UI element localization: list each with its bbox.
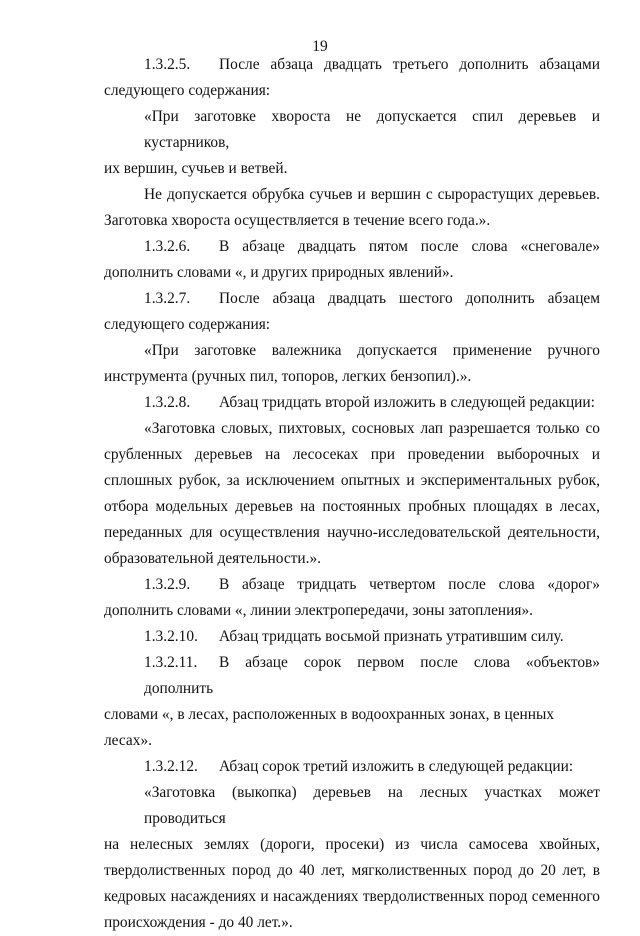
quote-paragraph	[104, 416, 600, 572]
paragraph-line: «При заготовке хвороста не допускается спил деревьев и кустарников,	[144, 108, 600, 151]
paragraph-line: 1.3.2.12. Абзац сорок третий изложить в следующей редакции:	[104, 754, 600, 780]
paragraph-line: инструмента (ручных пил, топоров, легких бензопил).».	[104, 368, 472, 385]
quote-paragraph	[104, 780, 600, 936]
section-number: 1.3.2.5.	[144, 56, 191, 73]
paragraph-line: 1.3.2.10. Абзац тридцать восьмой признать утратившим силу.	[104, 624, 600, 650]
paragraph-line: дополнить словами «, и других природных явлений».	[104, 264, 454, 281]
section-number: 1.3.2.10.	[144, 628, 198, 645]
quote-paragraph	[104, 338, 600, 390]
section-number: 1.3.2.7.	[144, 290, 191, 307]
section-number: 1.3.2.8.	[144, 394, 191, 411]
paragraph-line: следующего содержания:	[104, 82, 271, 99]
paragraph-line: на нелесных землях (дороги, просеки) из числа самосева хвойных,	[104, 836, 600, 853]
paragraph-line: «Заготовка словых, пихтовых, сосновых лап разрешается только со	[144, 420, 600, 437]
paragraph-1-3-2-8	[104, 390, 600, 416]
paragraph-1-3-2-6	[104, 234, 600, 286]
paragraph-line: словами «, в лесах, расположенных в водоохранных зонах, в ценных лесах».	[104, 706, 555, 749]
paragraph-line: 1.3.2.11. В абзаце сорок первом после слова «объектов» дополнить	[104, 650, 600, 702]
paragraph-1-3-2-11	[104, 650, 600, 754]
paragraph-line: их вершин, сучьев и ветвей.	[104, 160, 288, 177]
paragraph-line: 1.3.2.7. После абзаца двадцать шестого дополнить абзацем	[104, 286, 600, 312]
paragraph-line: кедровых насаждениях и насаждениях твердолиственных пород семенного	[104, 888, 600, 905]
paragraph-line: 1.3.2.8. Абзац тридцать второй изложить в следующей редакции:	[104, 390, 600, 416]
document-body	[104, 52, 600, 936]
paragraph-1-3-2-5	[104, 52, 600, 104]
paragraph-line: 1.3.2.9. В абзаце тридцать четвертом после слова «дорог»	[104, 572, 600, 598]
paragraph-line: 1.3.2.6. В абзаце двадцать пятом после слова «снеговале»	[104, 234, 600, 260]
paragraph-line: происхождения - до 40 лет.».	[104, 914, 293, 931]
section-number: 1.3.2.11.	[144, 654, 198, 671]
section-number: 1.3.2.9.	[144, 576, 191, 593]
paragraph-line: «Заготовка (выкопка) деревьев на лесных участках может проводиться	[144, 784, 600, 827]
section-number: 1.3.2.12.	[144, 758, 198, 775]
paragraph-line: твердолиственных пород до 40 лет, мягколиственных пород до 20 лет, в	[104, 862, 600, 879]
paragraph-line: следующего содержания:	[104, 316, 271, 333]
paragraph-line: срубленных деревьев на лесосеках при проведении выборочных и	[104, 446, 600, 463]
page-number: 19	[312, 38, 328, 55]
paragraph-line: дополнить словами «, линии электропередачи, зоны затопления».	[104, 602, 533, 619]
paragraph-line: образовательной деятельности.».	[104, 550, 322, 567]
paragraph-line: переданных для осуществления научно-исследовательской деятельности,	[104, 524, 600, 541]
paragraph-1-3-2-12	[104, 754, 600, 780]
paragraph-line: Не допускается обрубка сучьев и вершин с сырорастущих деревьев.	[144, 186, 600, 203]
paragraph-line: 1.3.2.5. После абзаца двадцать третьего дополнить абзацами	[104, 52, 600, 78]
paragraph-line: «При заготовке валежника допускается применение ручного	[144, 342, 600, 359]
paragraph-1-3-2-7	[104, 286, 600, 338]
paragraph-line: отбора модельных деревьев на постоянных пробных площадях в лесах,	[104, 498, 600, 515]
section-number: 1.3.2.6.	[144, 238, 191, 255]
paragraph-line: Заготовка хвороста осуществляется в течение всего года.».	[104, 212, 491, 229]
paragraph-1-3-2-10	[104, 624, 600, 650]
paragraph-line: сплошных рубок, за исключением опытных и экспериментальных рубок,	[104, 472, 600, 489]
quote-paragraph	[104, 104, 600, 182]
quote-paragraph	[104, 182, 600, 234]
paragraph-1-3-2-9	[104, 572, 600, 624]
